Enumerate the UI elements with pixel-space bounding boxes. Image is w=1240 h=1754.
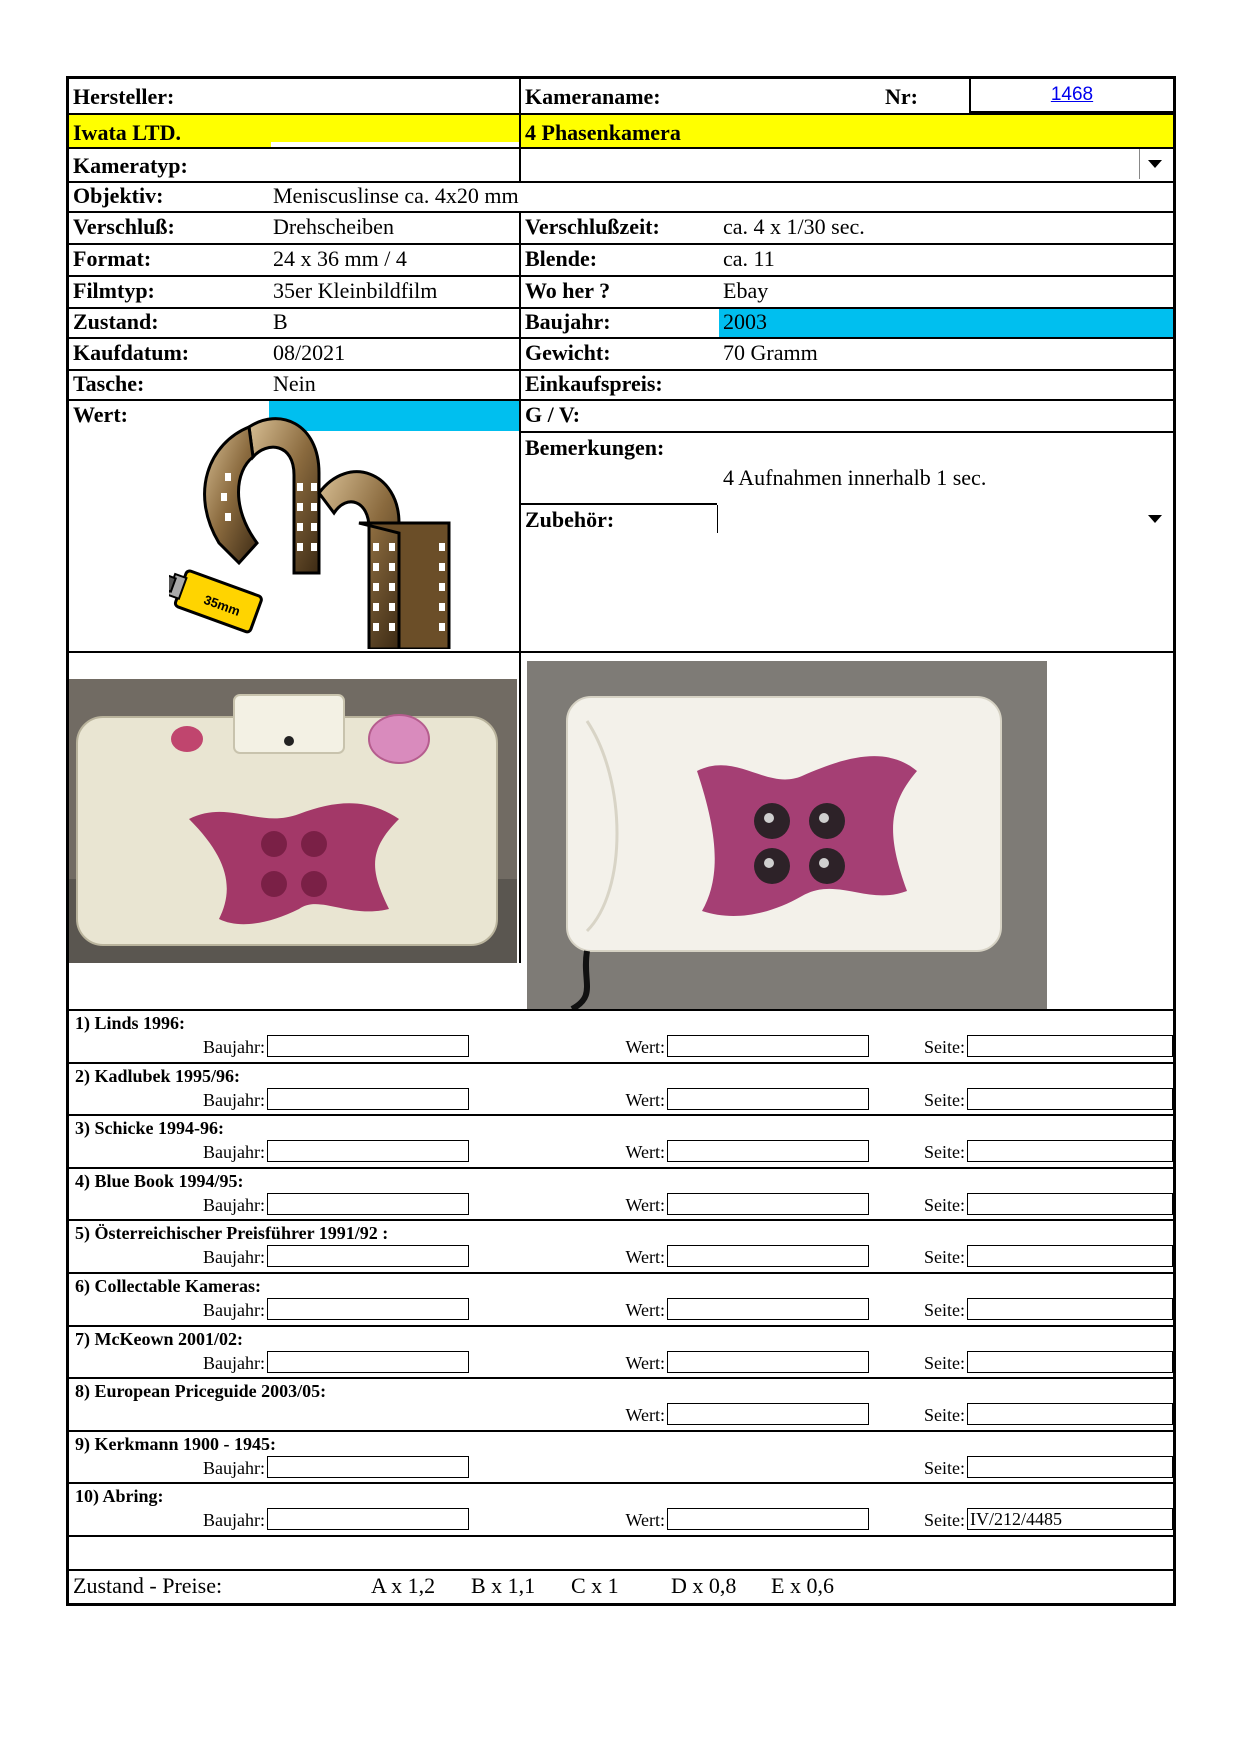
baujahr-label: Baujahr: — [203, 1458, 265, 1478]
wert-label: Wert: — [625, 1090, 665, 1110]
divider — [69, 1430, 1173, 1432]
wert-input[interactable] — [667, 1245, 869, 1267]
seite-input[interactable] — [967, 1403, 1173, 1425]
footer-c: C x 1 — [571, 1573, 619, 1598]
camera-record-sheet — [66, 76, 1176, 1606]
divider — [69, 211, 1173, 213]
divider — [69, 1377, 1173, 1379]
wert-label: Wert: — [73, 402, 128, 427]
footer-d: D x 0,8 — [671, 1573, 737, 1598]
filmtyp-value: 35er Kleinbildfilm — [273, 278, 438, 303]
seite-label: Seite: — [924, 1510, 965, 1530]
wert-label: Wert: — [625, 1142, 665, 1162]
seite-label: Seite: — [924, 1353, 965, 1373]
divider — [69, 399, 1173, 401]
zubehoer-select[interactable] — [717, 505, 1173, 533]
hersteller-highlight-right — [271, 115, 519, 142]
baujahr-label: Baujahr: — [203, 1353, 265, 1373]
baujahr-input[interactable] — [267, 1298, 469, 1320]
divider — [69, 1569, 1173, 1571]
seite-input[interactable] — [967, 1035, 1173, 1057]
seite-input[interactable] — [967, 1351, 1173, 1373]
baujahr-label: Baujahr: — [203, 1195, 265, 1215]
verschlusszeit-value: ca. 4 x 1/30 sec. — [723, 214, 865, 239]
format-value: 24 x 36 mm / 4 — [273, 246, 407, 271]
wert-label: Wert: — [625, 1353, 665, 1373]
kameraname-value: 4 Phasenkamera — [525, 120, 681, 145]
objektiv-label: Objektiv: — [73, 183, 164, 208]
divider — [69, 651, 1173, 653]
baujahr-input[interactable] — [267, 1351, 469, 1373]
reference-title: 6) Collectable Kameras: — [75, 1276, 261, 1296]
divider — [69, 1062, 1173, 1064]
divider — [69, 1114, 1173, 1116]
baujahr-label: Baujahr: — [203, 1510, 265, 1530]
baujahr-label: Baujahr: — [203, 1142, 265, 1162]
wert-label: Wert: — [625, 1247, 665, 1267]
hersteller-label: Hersteller: — [73, 84, 175, 109]
reference-title: 8) European Priceguide 2003/05: — [75, 1381, 327, 1401]
gewicht-label: Gewicht: — [525, 340, 611, 365]
baujahr-highlight — [719, 309, 1173, 337]
seite-label: Seite: — [924, 1195, 965, 1215]
divider — [69, 1219, 1173, 1221]
verschlusszeit-label: Verschlußzeit: — [525, 214, 660, 239]
kameraname-label: Kameraname: — [525, 84, 661, 109]
wert-input[interactable] — [667, 1035, 869, 1057]
blende-value: ca. 11 — [723, 246, 775, 271]
filmtyp-label: Filmtyp: — [73, 278, 155, 303]
baujahr-input[interactable] — [267, 1088, 469, 1110]
wert-label: Wert: — [625, 1195, 665, 1215]
baujahr-value: 2003 — [723, 309, 767, 334]
seite-input[interactable]: IV/212/4485 — [967, 1508, 1173, 1530]
baujahr-label: Baujahr: — [203, 1090, 265, 1110]
einkaufspreis-label: Einkaufspreis: — [525, 371, 663, 396]
wert-input[interactable] — [667, 1140, 869, 1162]
reference-title: 4) Blue Book 1994/95: — [75, 1171, 244, 1191]
kameratyp-label: Kameratyp: — [73, 153, 188, 178]
baujahr-label: Baujahr: — [525, 309, 611, 334]
wert-input[interactable] — [667, 1088, 869, 1110]
footer-a: A x 1,2 — [371, 1573, 436, 1598]
tasche-value: Nein — [273, 371, 316, 396]
reference-title: 3) Schicke 1994-96: — [75, 1118, 224, 1138]
film-logo-text: 35mm — [201, 591, 243, 619]
objektiv-value: Meniscuslinse ca. 4x20 mm — [273, 183, 519, 208]
reference-title: 5) Österreichischer Preisführer 1991/92 : — [75, 1223, 389, 1243]
woher-label: Wo her ? — [525, 278, 611, 303]
reference-title: 2) Kadlubek 1995/96: — [75, 1066, 241, 1086]
format-label: Format: — [73, 246, 152, 271]
kaufdatum-value: 08/2021 — [273, 340, 346, 365]
bemerkungen-value: 4 Aufnahmen innerhalb 1 sec. — [723, 465, 987, 490]
film-strip-icon — [169, 413, 469, 649]
reference-title: 1) Linds 1996: — [75, 1013, 186, 1033]
reference-title: 7) McKeown 2001/02: — [75, 1329, 243, 1349]
baujahr-input[interactable] — [267, 1193, 469, 1215]
divider — [69, 337, 1173, 339]
wert-label: Wert: — [625, 1300, 665, 1320]
divider — [69, 1009, 1173, 1011]
baujahr-label: Baujahr: — [203, 1037, 265, 1057]
baujahr-label: Baujahr: — [203, 1300, 265, 1320]
seite-label: Seite: — [924, 1405, 965, 1425]
nr-link[interactable]: 1468 — [1050, 84, 1094, 105]
gewicht-value: 70 Gramm — [723, 340, 818, 365]
divider — [69, 1167, 1173, 1169]
reference-title: 10) Abring: — [75, 1486, 164, 1506]
divider — [69, 181, 1173, 183]
verschluss-label: Verschluß: — [73, 214, 175, 239]
bemerkungen-label: Bemerkungen: — [525, 435, 665, 460]
woher-value: Ebay — [723, 278, 769, 303]
baujahr-input[interactable] — [267, 1456, 469, 1478]
divider — [519, 211, 521, 651]
zubehoer-label: Zubehör: — [525, 507, 615, 532]
camera-photo-side — [69, 679, 517, 963]
baujahr-input[interactable] — [267, 1035, 469, 1057]
wert-label: Wert: — [625, 1510, 665, 1530]
wert-input[interactable] — [667, 1193, 869, 1215]
seite-input[interactable] — [967, 1193, 1173, 1215]
dropdown-arrow-icon — [1148, 160, 1162, 168]
divider — [519, 79, 521, 181]
divider — [69, 1535, 1173, 1537]
zustand-value: B — [273, 309, 288, 334]
blende-label: Blende: — [525, 246, 598, 271]
seite-label: Seite: — [924, 1458, 965, 1478]
divider — [519, 431, 1173, 433]
divider — [69, 243, 1173, 245]
divider — [69, 147, 1173, 149]
seite-input[interactable] — [967, 1456, 1173, 1478]
divider — [69, 1325, 1173, 1327]
seite-label: Seite: — [924, 1247, 965, 1267]
baujahr-input[interactable] — [267, 1508, 469, 1530]
divider — [519, 503, 717, 505]
zustand-label: Zustand: — [73, 309, 159, 334]
seite-input[interactable] — [967, 1140, 1173, 1162]
footer-b: B x 1,1 — [471, 1573, 536, 1598]
camera-front-view-icon — [527, 661, 1047, 1009]
footer-label: Zustand - Preise: — [73, 1573, 223, 1598]
wert-input[interactable] — [667, 1508, 869, 1530]
hersteller-value: Iwata LTD. — [73, 120, 181, 145]
divider — [69, 113, 1173, 115]
camera-photo-front — [527, 661, 1047, 1009]
seite-label: Seite: — [924, 1300, 965, 1320]
divider — [69, 1272, 1173, 1274]
camera-side-view-icon — [69, 679, 517, 963]
seite-label: Seite: — [924, 1090, 965, 1110]
seite-input[interactable] — [967, 1298, 1173, 1320]
kameratyp-dropdown[interactable] — [1139, 149, 1170, 179]
baujahr-input[interactable] — [267, 1140, 469, 1162]
divider — [69, 1482, 1173, 1484]
wert-label: Wert: — [625, 1037, 665, 1057]
wert-input[interactable] — [667, 1403, 869, 1425]
gv-label: G / V: — [525, 402, 581, 427]
seite-input[interactable] — [967, 1245, 1173, 1267]
seite-label: Seite: — [924, 1142, 965, 1162]
divider — [69, 275, 1173, 277]
kaufdatum-label: Kaufdatum: — [73, 340, 190, 365]
wert-input[interactable] — [667, 1298, 869, 1320]
reference-title: 9) Kerkmann 1900 - 1945: — [75, 1434, 276, 1454]
nr-cell — [969, 79, 1173, 113]
wert-input[interactable] — [667, 1351, 869, 1373]
baujahr-input[interactable] — [267, 1245, 469, 1267]
wert-label: Wert: — [625, 1405, 665, 1425]
seite-input[interactable] — [967, 1088, 1173, 1110]
tasche-label: Tasche: — [73, 371, 145, 396]
baujahr-label: Baujahr: — [203, 1247, 265, 1267]
nr-label: Nr: — [885, 84, 918, 109]
footer-e: E x 0,6 — [771, 1573, 834, 1598]
verschluss-value: Drehscheiben — [273, 214, 394, 239]
divider — [519, 651, 521, 963]
seite-label: Seite: — [924, 1037, 965, 1057]
dropdown-arrow-icon — [1148, 515, 1162, 523]
